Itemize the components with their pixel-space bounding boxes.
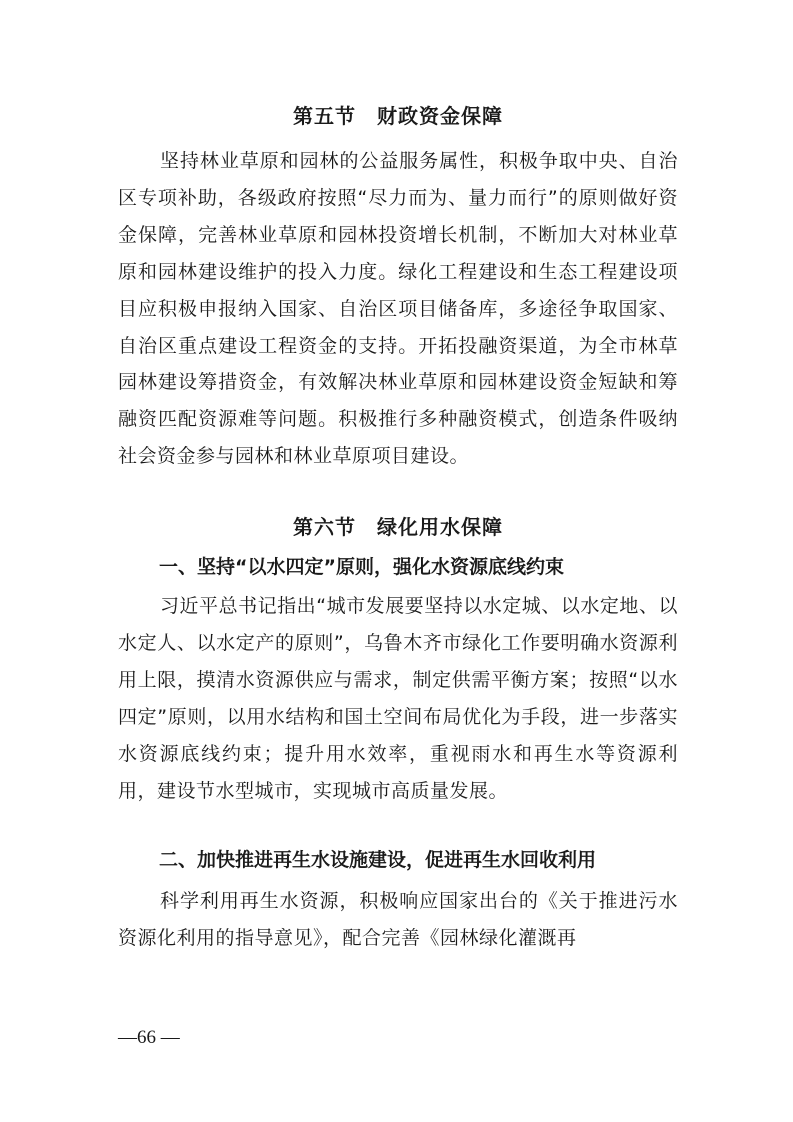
subsection-1-heading: 一、坚持“以水四定”原则，强化水资源底线约束 bbox=[159, 556, 564, 578]
section-5-paragraph: 坚持林业草原和园林的公益服务属性，积极争取中央、自治区专项补助，各级政府按照“尽力而为、量力而行”的原则做好资金保障，完善林业草原和园林投资增长机制，不断加大对林业草原和园林建设维护的投入力度。绿化工程建设和生态工程建设项目应积极申报纳入国家、自治区项目储备库，多途径争取国家、自治区重点建设工程资金的支持。开拓投融资渠道，为全市林草园林建设筹措资金，有效解决林业草原和园林建设资金短缺和筹融资匹配资源难等问题。积极推行多种融资模式，创造条件吸纳社会资金参与园林和林业草原项目建设。 bbox=[118, 150, 678, 468]
section-5-title: 第五节 财政资金保障 bbox=[293, 104, 503, 128]
subsection-2-heading: 二、加快推进再生水设施建设，促进再生水回收利用 bbox=[159, 849, 597, 871]
page-number: —66 — bbox=[118, 1027, 180, 1048]
section-6-title: 第六节 绿化用水保障 bbox=[293, 515, 503, 539]
subsection-1-paragraph: 习近平总书记指出“城市发展要坚持以水定城、以水定地、以水定人、以水定产的原则”，乌鲁木齐市绿化工作要明确水资源利用上限，摸清水资源供应与需求，制定供需平衡方案；按照“以水四定”原则，以用水结构和国土空间布局优化为手段，进一步落实水资源底线约束；提升用水效率，重视雨水和再生水等资源利用，建设节水型城市，实现城市高质量发展。 bbox=[118, 595, 678, 802]
subsection-2-paragraph: 科学利用再生水资源，积极响应国家出台的《关于推进污水资源化利用的指导意见》，配合完善《园林绿化灌溉再 bbox=[118, 890, 678, 949]
